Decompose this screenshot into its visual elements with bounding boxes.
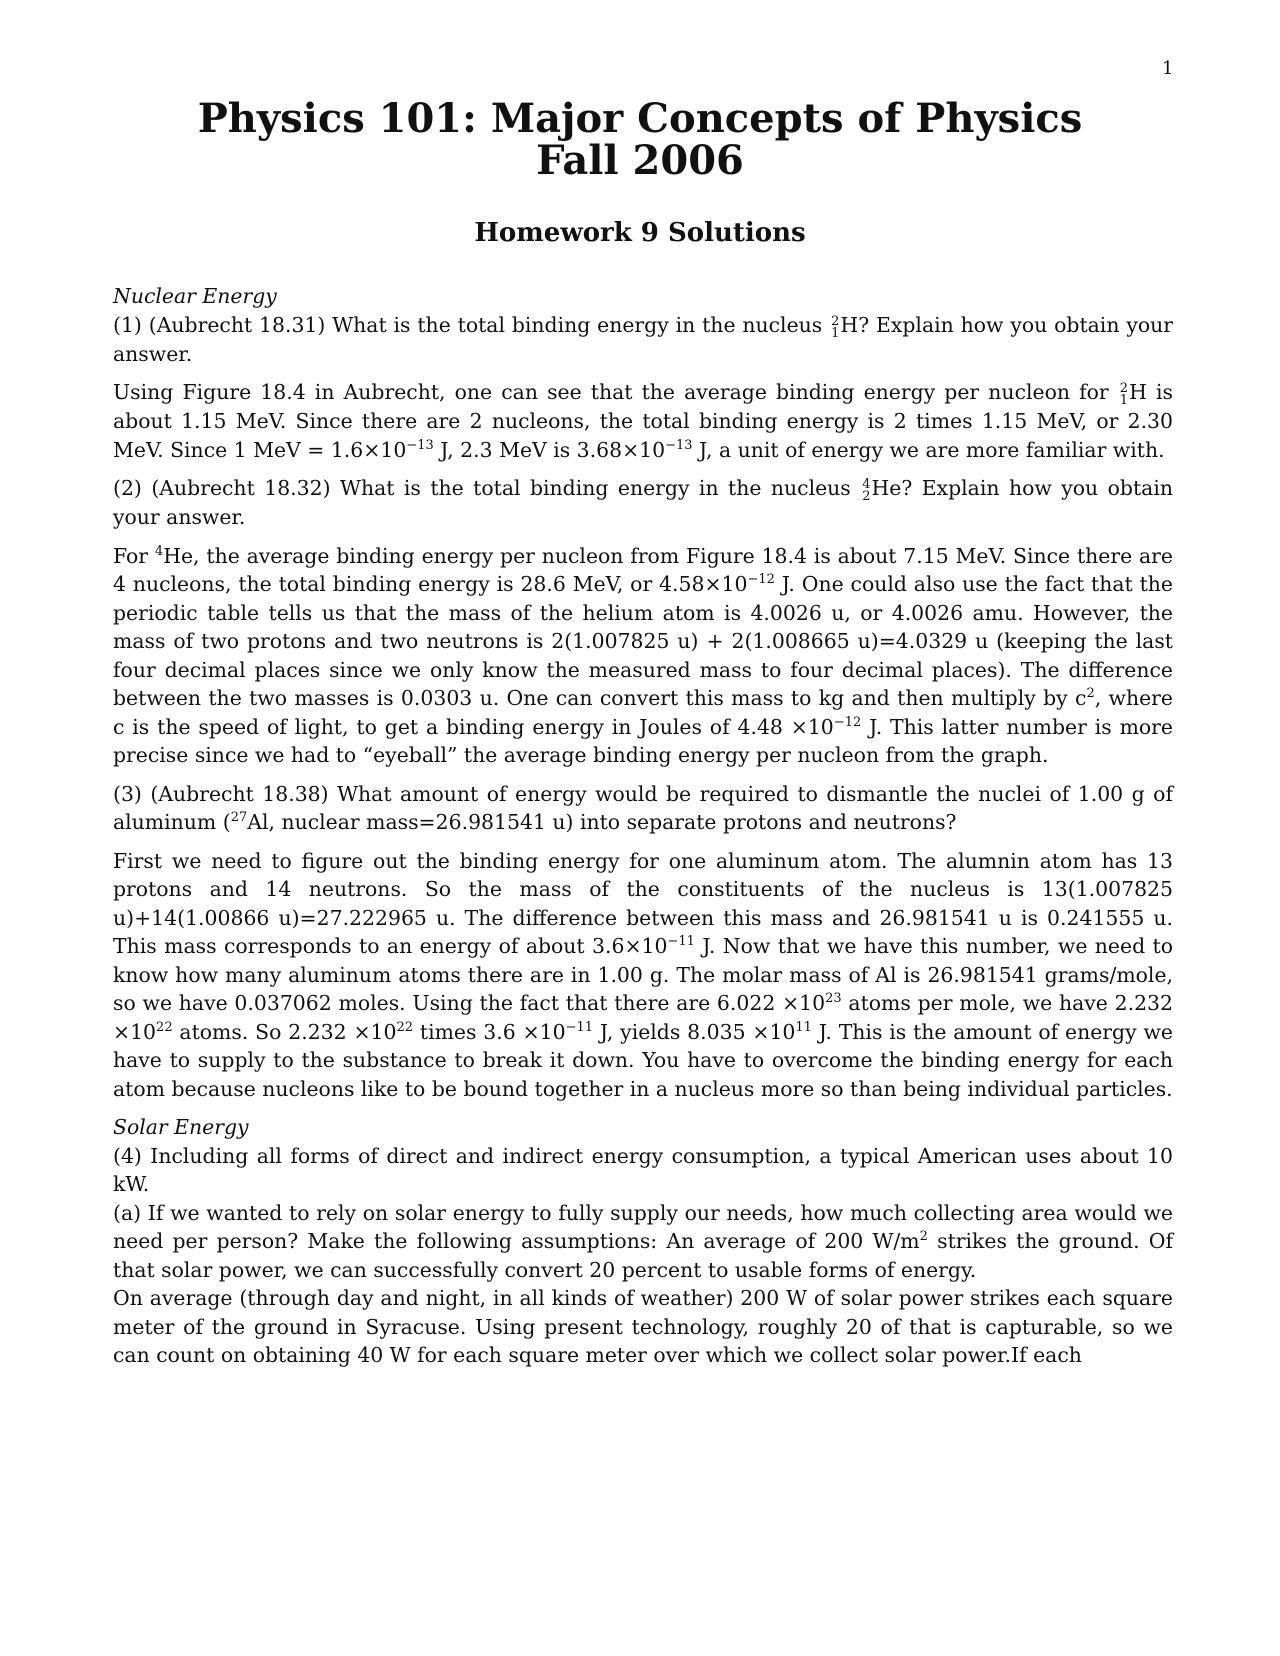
question-1: (1) (Aubrecht 18.31) What is the total binding energy in the nucleus 2 1 H? Explain how you obtain your answer. [113, 312, 1173, 366]
isotope-notation: 2 1 [831, 313, 840, 341]
answer-4a: On average (through day and night, in all kinds of weather) 200 W of solar power strikes each square meter of the ground in Syracuse. Using present technology, roughly 20 of that is capturable, so we can count on obtaining 40 W for each square meter over which we collect solar power.If each [113, 1286, 1173, 1367]
answer-3: First we need to figure out the binding energy for one aluminum atom. The alumnin atom has 13 protons and 14 neutrons. So the mass of the constituents of the nucleus is 13(1.007825 u)+14(1.00866 u)=27.222965 u. The difference between this mass and 26.981541 u is 0.241555 u. This mass corresponds to an energy of about $3.6\times 10^{-11}$ J. Now that we have this number, we need to know how many aluminum atoms there are in 1.00 g. The molar mass of Al is 26.981541 grams/mole, so we have 0.037062 moles. Using the fact that there are $6.022 \times 10^{23}$ atoms per mole, we have $2.232 \times 10^{22}$ atoms. So $2.232 \times 10^{22}$ times $3.6 \times 10^{-11}$ J, yields $8.035 \times 10^{11}$ J. This is the amount of energy we have to supply to the substance to break it down. You have to overcome the binding energy for each atom because nucleons like to be bound together in a nucleus more so than being individual particles. [113, 848, 1174, 1101]
section-heading-solar: Solar Energy [113, 1115, 249, 1139]
title-line-term: Fall 2006 [536, 137, 744, 184]
document-body [113, 282, 1173, 1370]
page-title [0, 95, 1280, 184]
homework-subtitle: Homework 9 Solutions [474, 218, 806, 248]
question-2: (2) (Aubrecht 18.32) What is the total binding energy in the nucleus 4 2 He? Explain how you obtain your answer. [113, 476, 1173, 529]
isotope-notation: 4 2 [862, 477, 871, 504]
page-number: 1 [1162, 58, 1174, 79]
answer-2: For $^4$He, the average binding energy per nucleon from Figure 18.4 is about 7.15 MeV. Since there are 4 nucleons, the total binding energy is 28.6 MeV, or $4.58\times 10^{-12}$ J. One could also use the fact that the periodic table tells us that the mass of the helium atom is 4.0026 u, or 4.0026 amu. However, the mass of two protons and two neutrons is 2(1.007825 u) + 2(1.008665 u)=4.0329 u (keeping the last four decimal places since we only know the measured mass to four decimal places). The difference between the two masses is 0.0303 u. One can convert this mass to kg and then multiply by $c^2$, where c is the speed of light, to get a binding energy in Joules of $4.48 \times 10^{-12}$ J. This latter number is more precise since we had to “eyeball” the average binding energy per nucleon from the graph. [113, 543, 1173, 767]
section-heading-nuclear: Nuclear Energy [113, 284, 277, 308]
question-4: (4) Including all forms of direct and indirect energy consumption, a typical American uses about 10 kW. [113, 1143, 1173, 1196]
question-4a: (a) If we wanted to rely on solar energy to fully supply our needs, how much collecting area would we need per person? Make the following assumptions: An average of 200 $W/m^2$ strikes the ground. Of that solar power, we can successfully convert 20 percent to usable forms of energy. [113, 1200, 1174, 1282]
title-line-course: Physics 101: Major Concepts of Physics [197, 95, 1083, 142]
answer-1: Using Figure 18.4 in Aubrecht, one can see that the average binding energy per nucleon for 2 1 H is about 1.15 MeV. Since there are 2 nucleons, the total binding energy is 2 times 1.15 MeV, or 2.30 MeV. Since 1 MeV = $1.6\times 10^{-13}$ J, 2.3 MeV is $3.68\times 10^{-13}$ J, a unit of energy we are more familiar with. [113, 380, 1173, 462]
question-3: (3) (Aubrecht 18.38) What amount of energy would be required to dismantle the nuclei of 1.00 g of aluminum ($^{27}$Al, nuclear mass=26.981541 u) into separate protons and neutrons? [113, 781, 1173, 834]
isotope-notation: 2 1 [1119, 381, 1129, 408]
